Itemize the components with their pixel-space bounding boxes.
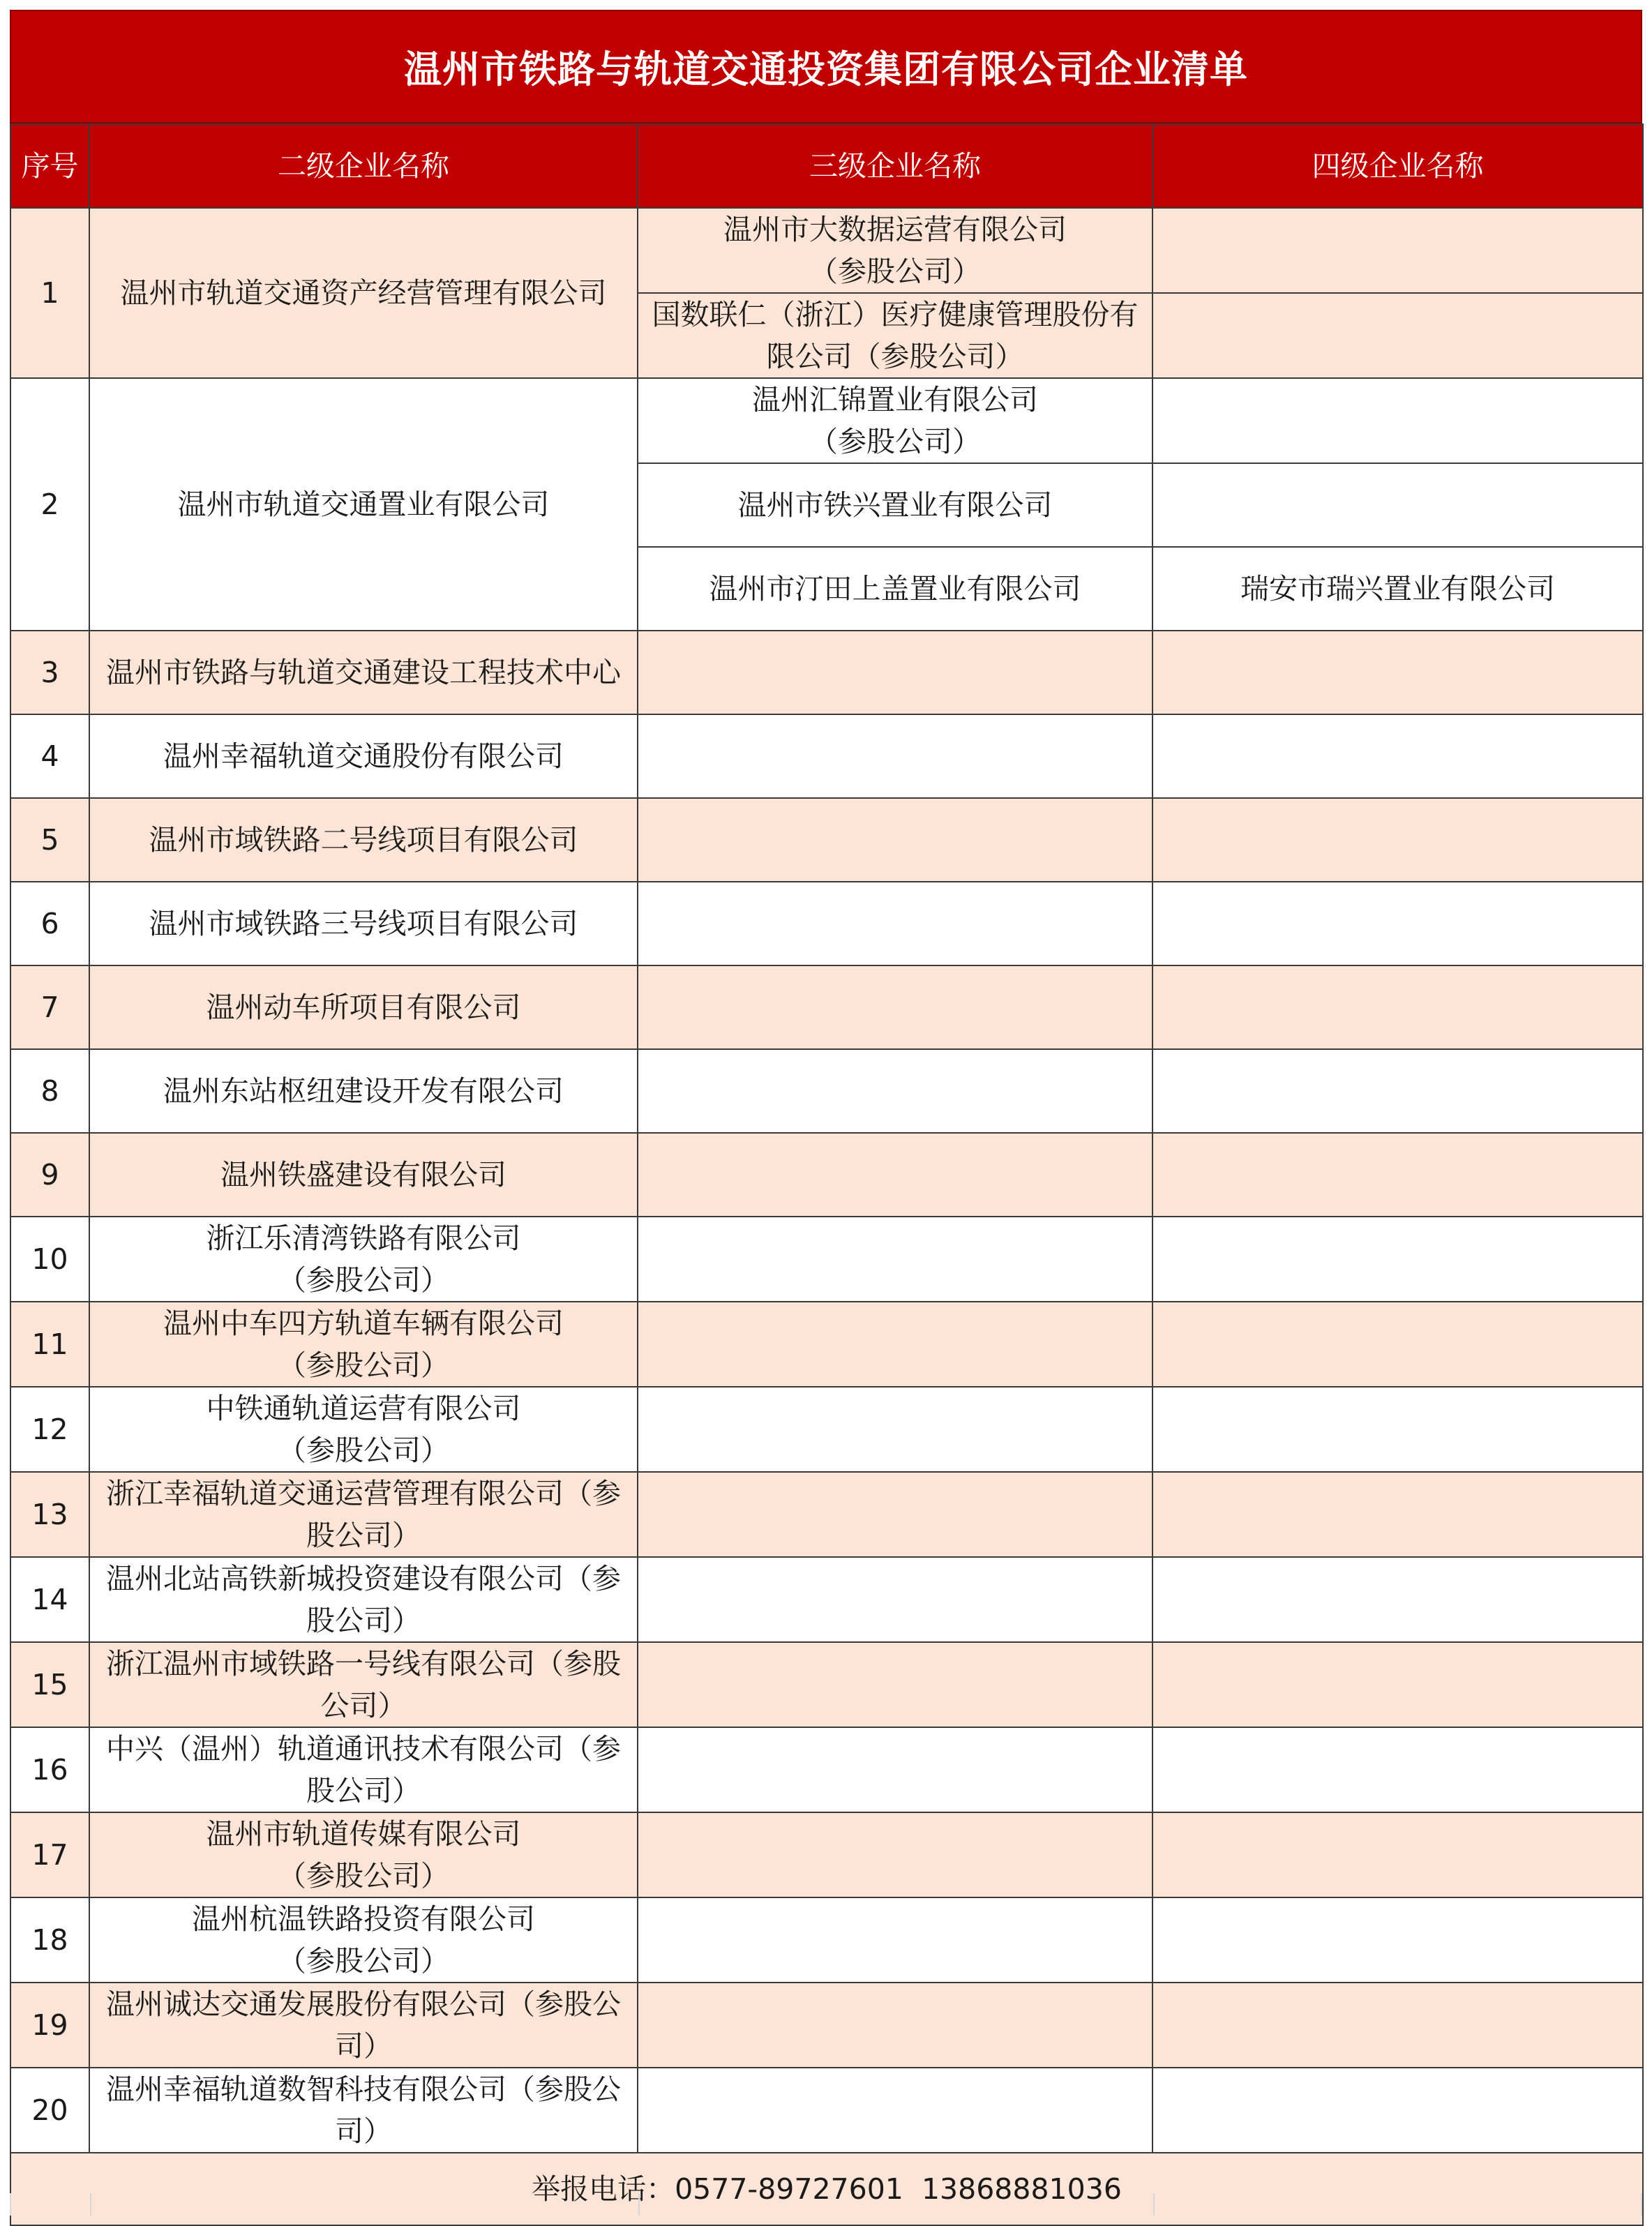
level2-company: 温州杭温铁路投资有限公司 （参股公司）: [89, 1897, 638, 1983]
level2-company: 温州幸福轨道数智科技有限公司（参股公司）: [89, 2068, 638, 2153]
table-row: [10, 1133, 1643, 1217]
table-row: [10, 1472, 1643, 1557]
level4-company: [1152, 882, 1643, 965]
header-index: 序号: [10, 124, 89, 208]
table-row: [10, 1387, 1643, 1472]
header-level4: 四级企业名称: [1152, 124, 1643, 208]
row-index: 13: [10, 1472, 89, 1557]
row-index: 12: [10, 1387, 89, 1472]
level4-company: [1152, 1049, 1643, 1133]
sheet-title: 温州市铁路与轨道交通投资集团有限公司企业清单: [10, 10, 1642, 123]
level2-company: 温州诚达交通发展股份有限公司（参股公司）: [89, 1983, 638, 2068]
level3-company: [638, 1049, 1152, 1133]
level4-company: [1152, 1302, 1643, 1387]
level4-company: [1152, 208, 1643, 293]
row-index: 17: [10, 1812, 89, 1897]
level2-company: 温州市域铁路三号线项目有限公司: [89, 882, 638, 965]
row-index: 16: [10, 1727, 89, 1812]
table-row: [10, 1727, 1643, 1812]
table-row: [10, 1642, 1643, 1727]
row-index: 11: [10, 1302, 89, 1387]
level3-company: [638, 965, 1152, 1049]
level3-company: [638, 1217, 1152, 1302]
level4-company: [1152, 1642, 1643, 1727]
level3-company: [638, 1727, 1152, 1812]
level3-company: [638, 714, 1152, 798]
level2-company: 温州东站枢纽建设开发有限公司: [89, 1049, 638, 1133]
level3-company: 温州汇锦置业有限公司 （参股公司）: [638, 378, 1152, 463]
level2-company: 温州中车四方轨道车辆有限公司 （参股公司）: [89, 1302, 638, 1387]
grid-line: [638, 2193, 640, 2216]
row-index: 2: [10, 378, 89, 631]
table-row: [10, 1302, 1643, 1387]
level4-company: [1152, 1897, 1643, 1983]
row-index: 7: [10, 965, 89, 1049]
level4-company: [1152, 1387, 1643, 1472]
level3-company: [638, 1302, 1152, 1387]
level2-company: 温州市铁路与轨道交通建设工程技术中心: [89, 631, 638, 714]
row-index: 1: [10, 208, 89, 378]
level2-company: 温州市轨道交通资产经营管理有限公司: [89, 208, 638, 378]
company-list-sheet: [10, 10, 1642, 2226]
level3-company: [638, 1897, 1152, 1983]
row-index: 10: [10, 1217, 89, 1302]
level4-company: [1152, 378, 1643, 463]
level3-company: [638, 882, 1152, 965]
level4-company: [1152, 798, 1643, 882]
table-row: [10, 798, 1643, 882]
level4-company: [1152, 1472, 1643, 1557]
level3-company: [638, 631, 1152, 714]
level3-company: [638, 2068, 1152, 2153]
level3-company: [638, 1133, 1152, 1217]
row-index: 19: [10, 1983, 89, 2068]
level2-company: 温州市域铁路二号线项目有限公司: [89, 798, 638, 882]
grid-line: [1153, 2193, 1155, 2216]
level3-company: 温州市铁兴置业有限公司: [638, 463, 1152, 547]
level4-company: [1152, 293, 1643, 378]
level3-company: 温州市大数据运营有限公司 （参股公司）: [638, 208, 1152, 293]
level2-company: 中兴（温州）轨道通讯技术有限公司（参股公司）: [89, 1727, 638, 1812]
level2-company: 浙江幸福轨道交通运营管理有限公司（参股公司）: [89, 1472, 638, 1557]
row-index: 9: [10, 1133, 89, 1217]
level3-company: [638, 798, 1152, 882]
row-index: 3: [10, 631, 89, 714]
level2-company: 温州市轨道传媒有限公司 （参股公司）: [89, 1812, 638, 1897]
header-level3: 三级企业名称: [638, 124, 1152, 208]
table-row: [10, 714, 1643, 798]
level2-company: 温州市轨道交通置业有限公司: [89, 378, 638, 631]
level2-company: 浙江乐清湾铁路有限公司 （参股公司）: [89, 1217, 638, 1302]
level4-company: [1152, 714, 1643, 798]
level2-company: 中铁通轨道运营有限公司 （参股公司）: [89, 1387, 638, 1472]
level3-company: [638, 1387, 1152, 1472]
table-row: [10, 631, 1643, 714]
table-row: [10, 1897, 1643, 1983]
level4-company: [1152, 1557, 1643, 1642]
row-index: 6: [10, 882, 89, 965]
table-row: [10, 882, 1643, 965]
level2-company: 温州铁盛建设有限公司: [89, 1133, 638, 1217]
level4-company: [1152, 631, 1643, 714]
table-row: [10, 2068, 1643, 2153]
row-index: 14: [10, 1557, 89, 1642]
table-row: [10, 965, 1643, 1049]
row-index: 5: [10, 798, 89, 882]
level4-company: [1152, 1983, 1643, 2068]
level3-company: [638, 1812, 1152, 1897]
level3-company: 国数联仁（浙江）医疗健康管理股份有限公司（参股公司）: [638, 293, 1152, 378]
table-row: [10, 1049, 1643, 1133]
company-table: [10, 123, 1644, 2226]
table-row: [10, 1983, 1643, 2068]
table-row: [10, 378, 1643, 463]
level3-company: [638, 1642, 1152, 1727]
level2-company: 浙江温州市域铁路一号线有限公司（参股公司）: [89, 1642, 638, 1727]
level3-company: [638, 1557, 1152, 1642]
report-hotline: 举报电话：0577-89727601 13868881036: [10, 2153, 1643, 2225]
level2-company: 温州动车所项目有限公司: [89, 965, 638, 1049]
table-row: [10, 208, 1643, 293]
row-index: 4: [10, 714, 89, 798]
level4-company: [1152, 1133, 1643, 1217]
table-row: [10, 1217, 1643, 1302]
level2-company: 温州幸福轨道交通股份有限公司: [89, 714, 638, 798]
level2-company: 温州北站高铁新城投资建设有限公司（参股公司）: [89, 1557, 638, 1642]
grid-line: [90, 2193, 91, 2216]
level4-company: 瑞安市瑞兴置业有限公司: [1152, 547, 1643, 631]
level4-company: [1152, 2068, 1643, 2153]
level3-company: [638, 1472, 1152, 1557]
level4-company: [1152, 1812, 1643, 1897]
header-level2: 二级企业名称: [89, 124, 638, 208]
level4-company: [1152, 965, 1643, 1049]
level4-company: [1152, 1727, 1643, 1812]
table-row: [10, 1557, 1643, 1642]
level3-company: 温州市汀田上盖置业有限公司: [638, 547, 1152, 631]
row-index: 8: [10, 1049, 89, 1133]
grid-overflow-lines: [10, 2193, 1642, 2216]
row-index: 18: [10, 1897, 89, 1983]
level3-company: [638, 1983, 1152, 2068]
row-index: 15: [10, 1642, 89, 1727]
row-index: 20: [10, 2068, 89, 2153]
level4-company: [1152, 463, 1643, 547]
level4-company: [1152, 1217, 1643, 1302]
table-row: [10, 1812, 1643, 1897]
